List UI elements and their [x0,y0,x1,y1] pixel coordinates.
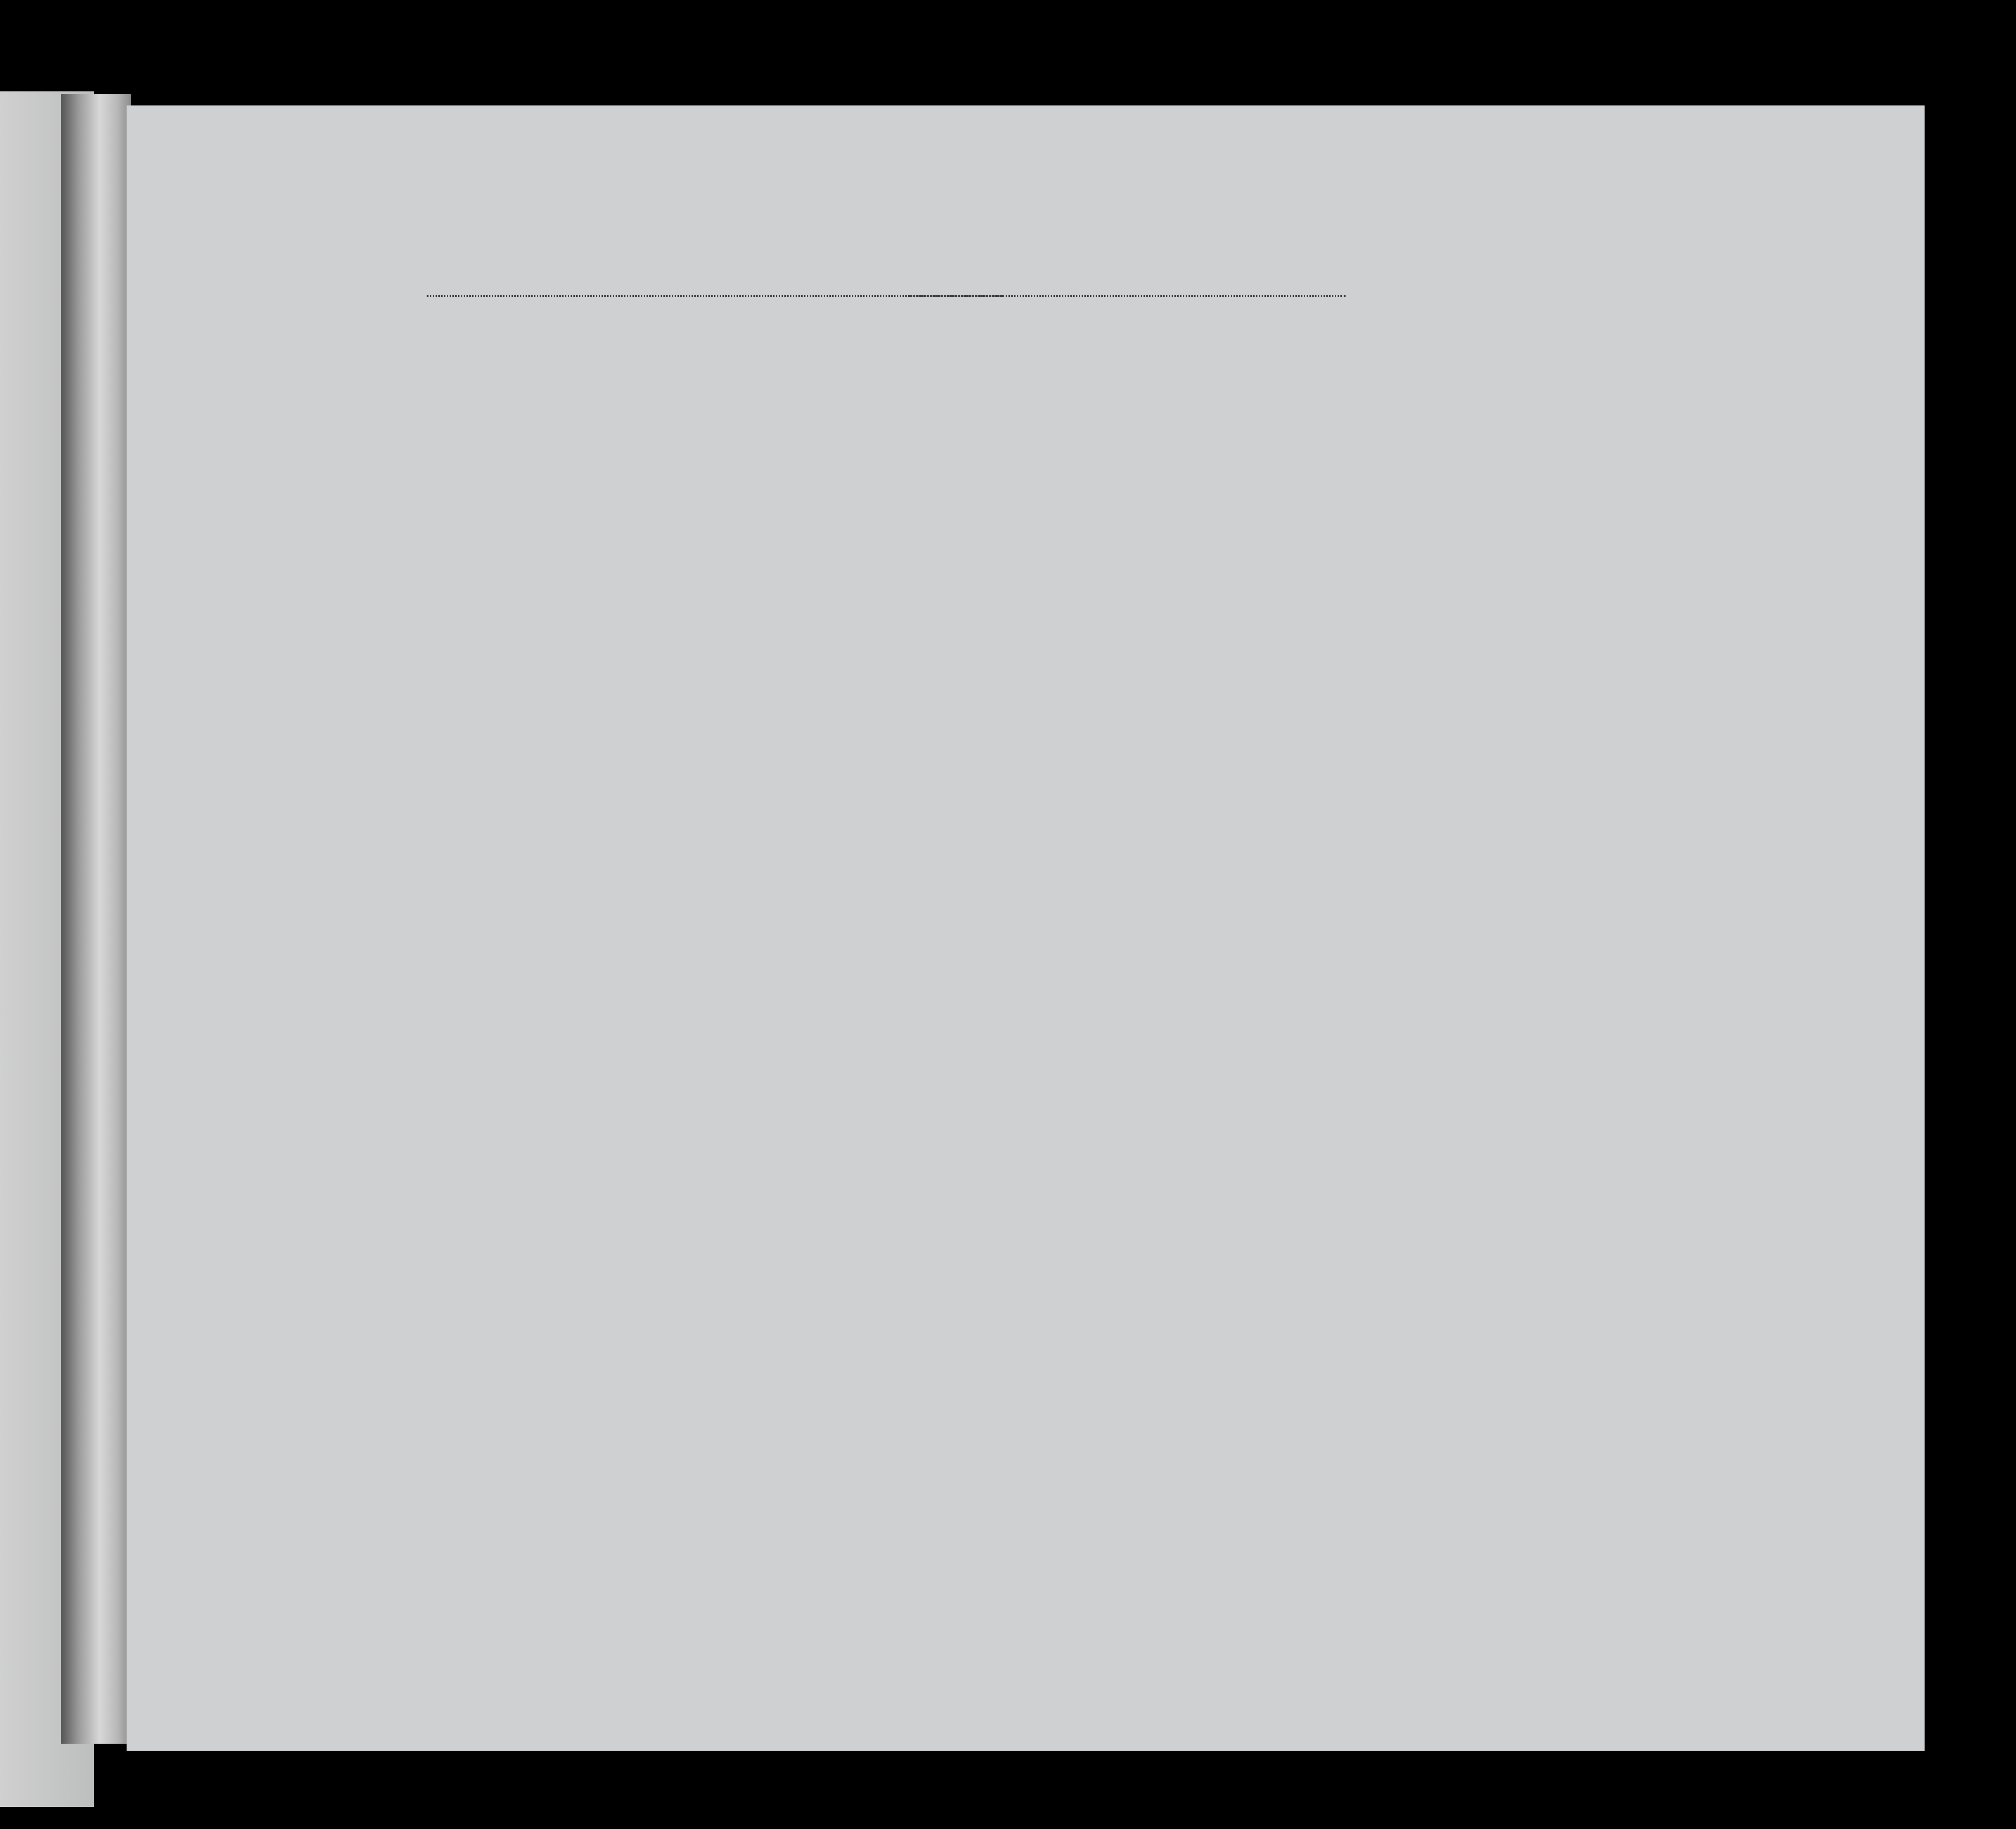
table-grid [127,105,1925,1751]
manifest-sheet [127,105,1925,1751]
date-line [910,295,1346,297]
book-spine [61,94,131,1744]
